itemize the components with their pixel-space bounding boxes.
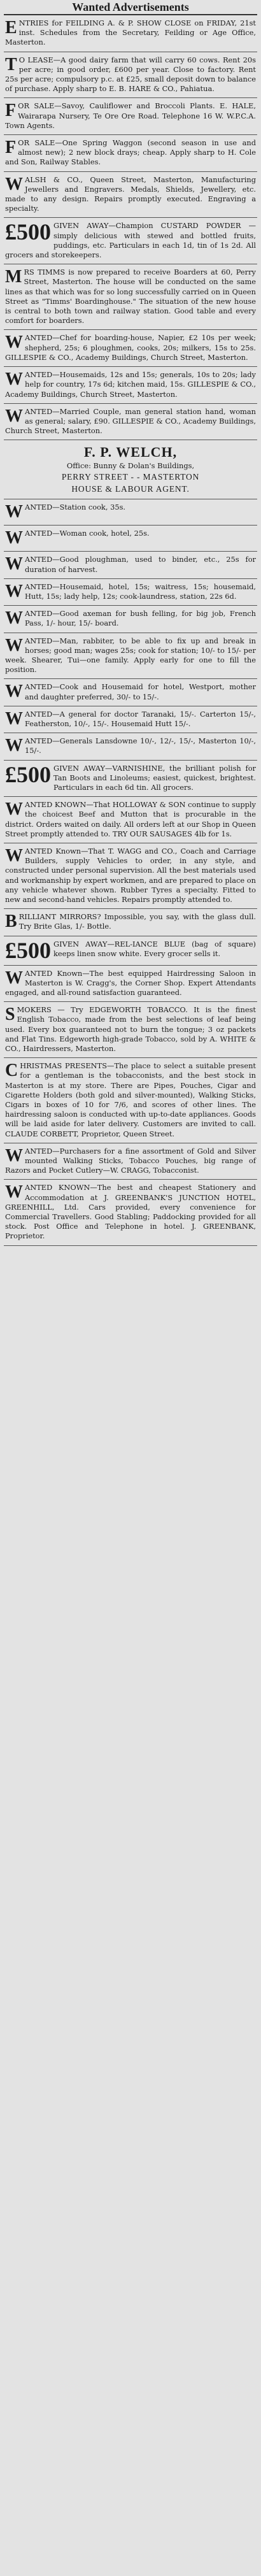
ad-text: GIVEN AWAY—REL-IANCE BLUE (bag of square) keeps linen snow white. Every grocer sells it.	[53, 939, 256, 958]
drop-cap: W	[5, 736, 23, 756]
classified-ad	[4, 367, 257, 404]
drop-cap: W	[5, 333, 23, 353]
drop-cap: W	[5, 581, 23, 601]
ad-text: ANTED—Woman cook, hotel, 25s.	[25, 529, 150, 538]
classified-ad	[4, 98, 257, 135]
ad-text: ANTED—Housemaid, hotel, 15s; waitress, 15s; housemaid, Hutt, 15s; lady help, 12s; cook-laundress, station, 22s 6d.	[25, 582, 256, 601]
classified-ad	[4, 52, 257, 99]
drop-cap: M	[5, 267, 22, 287]
agency-office: Office: Bunny & Dolan's Buildings,	[66, 461, 195, 471]
ad-text: ANTED—Station cook, 35s.	[25, 503, 126, 512]
agency-street: PERRY STREET - - MASTERTON	[61, 472, 200, 482]
ad-text: ANTED—Chef for boarding-house, Napier, £2 10s per week; shepherd, 25s; 6 ploughmen, cooks, 20s; milkers, 15s to 25s. GILLESPIE & CO., Academy Buildings, Church Street, Masterton.	[5, 333, 256, 362]
ad-text: HRISTMAS PRESENTS—The place to select a suitable present for a gentleman is the tobacconists, and the best stock in Masterton is at my store. There are Pipes, Pouches, Cigar and Cigarette Holders (both gold and silver-mounted), Walking Sticks, Cigars in boxes of 10 for 7/6, and scores of other lines. The hairdressing saloon is conducted with up-to-date appliances. Goods will be laid aside for later delivery. Customers are invited to call. CLAUDE CORBETT, Proprietor, Queen Street.	[5, 1061, 256, 1138]
classified-ad	[4, 218, 257, 264]
classified-ad	[4, 264, 257, 330]
drop-cap: W	[5, 528, 23, 548]
ad-text: OR SALE—Savoy, Cauliflower and Broccoli Plants. E. HALE, Wairarapa Nursery, Te Ore Ore Road. Telephone 16 W. W.P.C.A. Town Agents.	[5, 101, 256, 130]
ad-text: ANTED—Generals Lansdowne 10/-, 12/-, 15/-, Masterton 10/-, 15/-.	[25, 736, 256, 755]
drop-cap: W	[5, 708, 23, 729]
classified-ad	[4, 966, 257, 1003]
drop-cap: S	[5, 1005, 15, 1025]
classified-ad	[4, 526, 257, 552]
drop-cap: W	[5, 682, 23, 702]
classified-ad	[4, 761, 257, 798]
classified-ad	[4, 330, 257, 367]
ad-text: ANTED KNOWN—The best and cheapest Stationery and Accommodation at J. GREENBANK'S JUNCTION HOTEL, GREENHILL, Ltd. Cars provided, every convenience for Commercial Travellers. Good Stabling; Paddocking provided for all stock. Post Office and Telephone in hotel. J. GREENBANK, Proprietor.	[5, 1183, 256, 1241]
ad-text: MOKERS — Try EDGEWORTH TOBACCO. It is the finest English Tobacco, made from the best selections of leaf being used. Every box guaranteed not to burn the tongue; 3 oz packets and Flat Tins. Edgeworth high-grade Tobacco, sold by A. WHITE & CO., Hairdressers, Masterton.	[5, 1005, 256, 1054]
ad-text: O LEASE—A good dairy farm that will carry 60 cows. Rent 20s per acre; in good order, £600 per year. Close to factory. Rent 25s per acre; compulsory p.c. at £25, small deposit down to balance of purchase. Apply sharp to E. B. HARE & CO., Pahiatua.	[5, 55, 256, 94]
drop-cap: C	[5, 1061, 18, 1081]
classified-ad	[4, 1180, 257, 1245]
ad-text: GIVEN AWAY—Champion CUSTARD POWDER —simply delicious with stewed and bottled fruits, puddings, etc. Particulars in each 1d, tin of 1s 2d. All grocers and storekeepers.	[5, 221, 256, 260]
classified-ad	[4, 552, 257, 578]
classified-ad	[4, 606, 257, 633]
ads-group-bottom	[0, 499, 261, 1245]
drop-cap: W	[5, 554, 23, 575]
agency-name: F. P. WELCH,	[83, 444, 178, 461]
classified-ad	[4, 843, 257, 909]
ad-text: ALSH & CO., Queen Street, Masterton, Manufacturing Jewellers and Engravers. Medals, Shields, Jewellery, etc. made to any design. Repairs promptly executed. Engraving a specialty.	[5, 175, 256, 213]
welch-agency-ad	[4, 440, 257, 499]
ad-text: ANTED—Housemaids, 12s and 15s; generals, 10s to 20s; lady help for country, 17s 6d; kitchen maid, 15s. GILLESPIE & CO., Academy Buildings, Church Street, Masterton.	[5, 370, 256, 399]
ad-text: ANTED—Married Couple, man general station hand, woman as general; salary, £90. GILLESPIE & CO., Academy Buildings, Church Street, Masterton.	[5, 406, 256, 436]
agency-role: HOUSE & LABOUR AGENT.	[71, 484, 190, 494]
drop-cap: W	[5, 369, 23, 390]
classified-ad	[4, 1058, 257, 1143]
ad-text: ANTED Known—The best equipped Hairdressing Saloon in Masterton is W. Cragg's, the Corner Shop. Expert Attendants engaged, and all-round satisfaction guaranteed.	[5, 968, 256, 998]
ad-text: RS TIMMS is now prepared to receive Boarders at 60, Perry Street, Masterton. The house will be conducted on the same lines as that which was for so long successfully carried on in Queen Street as "Timms' Boardinghouse." The situation of the new house is central to both town and railway station. Good table and every comfort for boarders.	[5, 268, 256, 326]
classified-ad	[4, 579, 257, 606]
ad-text: RILLIANT MIRRORS? Impossible, you say, with the glass dull. Try Brite Glas, 1/- Bottle.	[18, 912, 256, 931]
drop-cap: W	[5, 608, 23, 629]
ad-text: NTRIES for FEILDING A. & P. SHOW CLOSE on FRIDAY, 21st inst. Schedules from the Secretary, Feilding or Age Office, Masterton.	[5, 18, 256, 47]
section-title: Wanted Advertisements	[4, 0, 257, 15]
classified-ad	[4, 135, 257, 172]
drop-cap: F	[5, 101, 17, 121]
drop-cap: W	[5, 968, 23, 988]
drop-cap: W	[5, 635, 23, 655]
drop-cap: T	[5, 54, 17, 75]
classified-ad	[4, 404, 257, 441]
classified-ad	[4, 633, 257, 680]
ad-text: ANTED—Cook and Housemaid for hotel, Westport, mother and daughter preferred, 30/- to 15/-.	[25, 682, 256, 701]
ad-text: ANTED KNOWN—That HOLLOWAY & SON continue to supply the choicest Beef and Mutton that is procurable in the district. Orders waited on daily. All orders left at our Shop in Queen Street promptly attended to. TRY OUR SAUSAGES 4lb for 1s.	[5, 800, 256, 838]
ads-group-top	[0, 15, 261, 440]
classified-ad	[4, 499, 257, 526]
drop-cap: B	[5, 912, 17, 932]
drop-cap: F	[5, 138, 17, 158]
classified-ad	[4, 797, 257, 843]
classified-ad	[4, 706, 257, 733]
ad-text: ANTED—Man, rabbiter, to be able to fix up and break in horses; good man; wages 25s; cook for station; 10/- to 15/- per week. Shearer, Tui—one family. Apply early for one to fill the position.	[5, 636, 256, 675]
headline-amount: £500	[5, 937, 51, 963]
headline-amount: £500	[5, 761, 51, 787]
headline-amount: £500	[5, 219, 51, 245]
ad-text: ANTED—Good axeman for bush felling, for big job, French Pass, 1/- hour, 15/- board.	[25, 609, 256, 628]
drop-cap: W	[5, 1145, 23, 1166]
classified-ad	[4, 15, 257, 52]
drop-cap: W	[5, 406, 23, 426]
drop-cap: W	[5, 502, 23, 522]
ad-text: ANTED—Good ploughman, used to binder, etc., 25s for duration of harvest.	[25, 555, 256, 574]
drop-cap: E	[5, 18, 17, 38]
ad-text: ANTED—Purchasers for a fine assortment of Gold and Silver mounted Walking Sticks, Tobacco Pouches, big range of Razors and Pocket Cutlery—W. CRAGG, Tobacconist.	[5, 1146, 256, 1175]
classified-ad	[4, 936, 257, 966]
classified-ad	[4, 909, 257, 936]
ad-text: ANTED—A general for doctor Taranaki, 15/-. Carterton 15/-, Featherston, 10/-, 15/-. Housemaid Hutt 15/-.	[25, 709, 256, 728]
classified-ad	[4, 1143, 257, 1180]
ad-text: GIVEN AWAY—VARNISHINE, the brilliant polish for Tan Boots and Linoleums; easiest, quickest, brightest. Particulars in each 6d tin. All grocers.	[53, 763, 256, 792]
drop-cap: W	[5, 174, 23, 194]
classified-ad	[4, 733, 257, 760]
classified-ad	[4, 679, 257, 706]
ad-text: ANTED Known—That T. WAGG and CO., Coach and Carriage Builders, supply Vehicles to order, in any style, and constructed under personal supervision. All the best materials used and workmanship by expert workmen, and are prepared to place on any vehicle whatever shown. Rubber Tyres a specialty. Fitted to new and second-hand vehicles. Repairs promptly attended to.	[5, 846, 256, 904]
drop-cap: W	[5, 1182, 23, 1203]
classified-ad	[4, 172, 257, 218]
drop-cap: W	[5, 799, 23, 820]
classified-ad	[4, 1002, 257, 1058]
drop-cap: W	[5, 845, 23, 866]
ad-text: OR SALE—One Spring Waggon (second season in use and almost new); 2 new block drays; cheap. Apply sharp to H. Cole and Son, Railway Stables.	[5, 138, 256, 167]
